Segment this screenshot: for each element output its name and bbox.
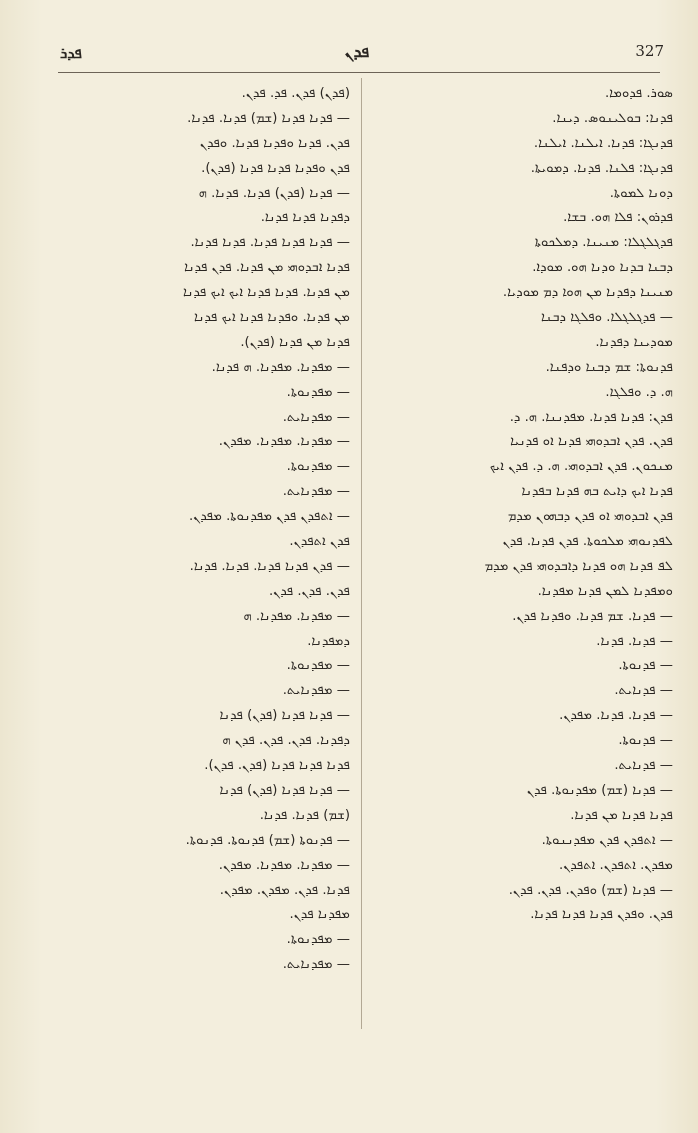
text-line: ܡܘܕܝܢܐ ܕܦܕܢܐ. [595, 334, 673, 350]
text-line: ܦܕܢ. ܦܕܢ ܐܒܕܘܗܝ ܦܕܢܐ ܐܘ ܦܕܢܝܐ [510, 434, 673, 450]
text-line: — ܦܕܢ ܦܕܢܐ ܦܕܢܐ. ܦܕܢܐ. ܦܕܢܐ. [189, 558, 350, 574]
text-line: ܦܕܢ. ܦܕܢ. ܦܕܢ. [268, 583, 350, 599]
text-line: ܡܢ ܦܕܢܐ. ܦܕܢܐ ܦܕܢܐ ܐܝܟ ܐܝܟ ܦܕܢܐ [182, 285, 350, 301]
text-line: ܦܕܢ. ܦܕܢܐ ܘܦܕܢܐ ܦܕܢܐ. ܘܦܕܢ [199, 135, 350, 151]
header-rule [58, 72, 660, 73]
text-line: — ܡܦܕܢܘܬܐ. [286, 459, 350, 475]
text-line: — ܡܦܕܢܐܝܬ. [282, 409, 350, 425]
text-line: — ܐܬܦܕܢ ܦܕܢ ܡܦܕܢܘܬܐ. ܡܦܕܢ. [189, 509, 350, 525]
text-line: — ܦܕܢܐ (ܦܕܢ) ܦܕܢܐ. ܦܕܢܐ. ܗ [198, 185, 350, 201]
text-line: ܠܦܕܢܘܗܝ ܡܠܟܘܬܐ. ܦܕܢ ܦܕܢܐ. ܦܕܢ [502, 534, 673, 550]
text-line: ܕܡܦܕܢܐ. [307, 633, 350, 649]
text-line: — ܡܦܕܢܘܬܐ. [286, 932, 350, 948]
text-line: ܠܦ ܦܕܢܐ ܗܘ ܦܕܢܐ ܕܐܒܕܘܗܝ ܦܕܢ ܡܕܡ [484, 558, 673, 574]
text-line: ܦܕܢ: ܦܕܢܐ ܦܕܢܐ. ܡܦܕܢܢܐ. ܗ. ܕ. [509, 409, 673, 425]
text-line: ܦܕܪܘܢ: ܦܠܐ ܗܘ. ܒܫܐ. [563, 210, 673, 226]
text-line: — ܡܦܕܢܘܬܐ. [286, 384, 350, 400]
text-line: ܕܒܢܐ ܒܕܢܐ ܘܕܢܐ ܗܘ. ܡܘܕܐ. [532, 260, 673, 276]
text-line: ܕܦܕܢܐ. ܦܕܢ. ܦܕܢ. ܦܕܢ ܗ [222, 733, 350, 749]
text-line: ܕܘܢܐ ܠܡܘܬܐ. [609, 185, 673, 201]
text-line: — ܡܦܕܢܐ. ܡܦܕܢܐ. ܡܦܕܢ. [218, 857, 350, 873]
text-line: ܕܦܕܢܐ ܦܕܢܐ ܦܕܢܐ. [260, 210, 350, 226]
text-line: — ܡܦܕܢܐ. ܡܦܕܢܐ. ܡܦܕܢ. [218, 434, 350, 450]
text-line: ܡܦܕܢ. ܐܬܦܕܢ. ܐܬܦܕܢ. [559, 857, 673, 873]
column-divider [361, 78, 362, 1029]
running-title: ܦܕܢ [344, 42, 370, 61]
text-line: ܣܘܪ. ܦܕܘܡܐ. [604, 86, 673, 101]
right-column [373, 82, 673, 928]
catchword: ܦܕܪ [60, 44, 82, 62]
text-line: ܘܡܦܕܢܐ ܠܡܢ ܦܕܢܐ ܡܦܕܢܐ. [537, 583, 673, 599]
text-line: — ܦܕܢܐ ܦܕܢܐ ܦܕܢܐ. ܦܕܢܐ ܦܕܢܐ. [190, 235, 350, 251]
text-line: ܦܕܢܐ: ܒܘܠܝܢܘܣ. ܕܝܢܐ. [552, 110, 673, 126]
text-line: ܦܕܢܐ ܐܝܟ ܕܐܝܬ ܒܗ ܦܕܢܐ ܒܦܕܢܐ [521, 484, 673, 500]
text-line: ܦܕܓܠܓܠܐ: ܡܢܝܢܐ. ܕܡܠܟܘܬܐ [534, 235, 673, 251]
text-line: ܡܢܟܘܢ. ܦܕܢ ܐܒܕܘܗܝ. ܗ. ܕ. ܦܕܢ ܐܝܟ [489, 459, 673, 475]
text-line: — ܦܕܢܘܬܐ (ܫܡ) ܦܕܢܘܬܐ. ܦܕܢܘܬܐ. [185, 832, 350, 848]
text-line: — ܦܕܢܐ. ܦܕܢܐ. ܡܦܕܢ. [559, 708, 673, 724]
text-line: — ܦܕܢܐܝܬ. [614, 683, 673, 699]
text-line: ܦܕܢܐ ܦܕܢܐ ܡܢ ܦܕܢܐ. [570, 807, 673, 823]
text-line: — ܦܕܢܐ ܦܕܢܐ (ܫܡ) ܦܕܢܐ. ܦܕܢܐ. [187, 110, 350, 126]
text-line: — ܡܦܕܢܐܝܬ. [282, 683, 350, 699]
text-line: ܦܕܢ ܘܦܕܢܐ ܦܕܢܐ ܦܕܢܐ (ܦܕܢ). [201, 160, 350, 176]
text-line: ܦܕܢܐ ܡܢ ܦܕܢܐ (ܦܕܢ). [240, 334, 350, 350]
text-line: ܡܢܝܢܐ ܕܦܕܢܐ ܡܢ ܗܘܐ ܕܡ ܡܘܕܝܐ. [502, 285, 673, 301]
text-line: — ܦܕܢܐ ܦܕܢܐ (ܦܕܢ) ܦܕܢܐ [219, 782, 350, 798]
page-header [50, 40, 664, 66]
text-line: — ܡܦܕܢܐܝܬ. [282, 957, 350, 973]
text-line: (ܫܡ) ܦܕܢܐ. ܦܕܢܐ. [259, 807, 350, 823]
text-line: ܦܕܢܐ ܐܒܕܘܗܝ ܡܢ ܦܕܢܐ. ܦܕܢ ܦܕܢܐ [184, 260, 350, 276]
text-line: ܗ. ܕ. ܘܦܠܓܐ. [605, 384, 673, 400]
text-line: — ܦܕܓܠܓܠܐ. ܘܦܠܓܐ ܕܒܢܐ [541, 310, 673, 326]
text-line: ܦܕܢܓܐ: ܦܠܢܐ. ܦܕܢܐ. ܕܡܘܝܬܐ. [530, 160, 673, 176]
text-line: — ܡܦܕܢܐܝܬ. [282, 484, 350, 500]
left-column [50, 82, 350, 978]
text-line: — ܦܕܢܐ. ܫܡ ܦܕܢܐ. ܘܦܕܢܐ ܦܕܢ. [512, 608, 673, 624]
text-line: — ܦܕܢܘܬܐ. [618, 733, 673, 749]
text-line: — ܡܦܕܢܐ. ܡܦܕܢܐ. ܗ [243, 608, 350, 624]
text-line: — ܡܦܕܢܐ. ܡܦܕܢܐ. ܗ ܦܕܢܐ. [211, 359, 350, 375]
text-line: ܦܕܢܓܐ: ܦܕܢܐ. ܐܝܠܢܐ. ܐܝܠܢܐ. [533, 135, 673, 151]
text-line: ܦܕܢܐ ܦܕܢܐ ܦܕܢܐ (ܦܕܢ. ܦܕܢ). [204, 758, 350, 774]
text-line: ܦܕܢܘܬܐ: ܫܡ ܕܒܢܐ ܘܕܦܢܐ. [545, 359, 673, 375]
text-line: (ܦܕܢ) ܦܕܢ. ܦܕ. ܦܕܢ. [241, 86, 350, 101]
text-line: ܦܕܢܐ. ܦܕܢ. ܡܦܕܢ. ܡܦܕܢ. [219, 882, 350, 898]
text-line: — ܡܦܕܢܘܬܐ. [286, 658, 350, 674]
text-line: ܦܕܢ ܐܒܕܘܗܝ ܐܘ ܦܕܢ ܕܒܗܘܢ ܡܕܡ [507, 509, 673, 525]
text-line: — ܦܕܢܐܝܬ. [614, 758, 673, 774]
text-line: ܦܕܢ ܐܬܦܕܢ. [289, 534, 350, 550]
text-line: ܡܢ ܦܕܢܐ. ܘܦܕܢܐ ܦܕܢܐ ܐܝܟ ܦܕܢܐ [193, 310, 350, 326]
text-line: — ܐܬܦܕܢ ܦܕܢ ܡܦܕܢܢܘܬܐ. [541, 832, 673, 848]
text-line: — ܦܕܢܐ (ܫܡ) ܘܦܕܢ. ܦܕܢ. ܦܕܢ. [508, 882, 673, 898]
text-line: ܡܦܕܢܐ ܦܕܢ. [289, 907, 350, 923]
text-line: — ܦܕܢܘܬܐ. [618, 658, 673, 674]
text-line: — ܦܕܢܐ ܦܕܢܐ (ܦܕܢ) ܦܕܢܐ [219, 708, 350, 724]
text-line: — ܦܕܢܐ (ܫܡ) ܡܦܕܢܘܬܐ. ܦܕܢ [526, 782, 673, 798]
page-number: 327 [635, 42, 664, 60]
text-line: — ܦܕܢܐ. ܦܕܢܐ. [596, 633, 673, 649]
text-line: ܦܕܢ. ܘܦܕܢ ܦܕܢܐ ܦܕܢܐ ܦܕܢܐ. [530, 907, 673, 923]
